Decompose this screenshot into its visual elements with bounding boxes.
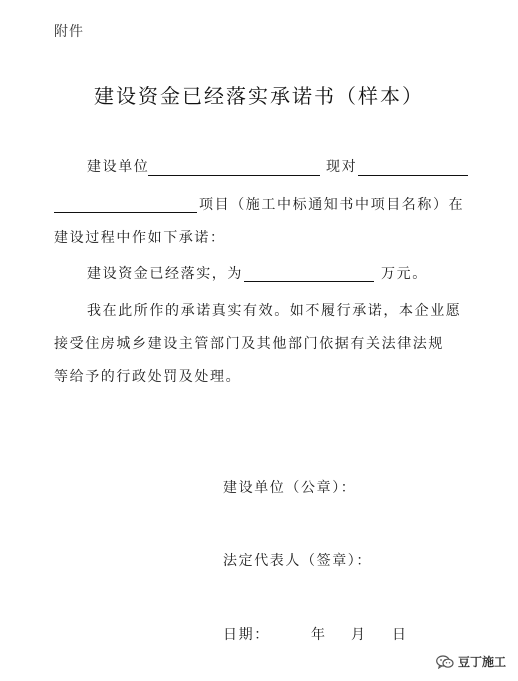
attachment-label: 附件 (54, 24, 84, 40)
funds-prefix: 建设资金已经落实，为 (87, 266, 243, 282)
funds-amount-blank (244, 281, 374, 282)
month-label: 月 (351, 627, 367, 643)
project-name-blank (54, 212, 197, 213)
now-blank (358, 175, 468, 176)
project-label: 项目（施工中标通知书中项目名称）在 (199, 197, 465, 213)
commitment-paragraph-line-2: 接受住房城乡建设主管部门及其他部门依据有关法律法规 (54, 336, 444, 352)
unit-seal-label: 建设单位（公章）： (223, 480, 357, 496)
watermark (436, 653, 506, 670)
commitment-paragraph-line-3: 等给予的行政处罚及处理。 (54, 369, 242, 385)
date-label: 日期： (223, 627, 270, 643)
now-label: 现对 (326, 159, 358, 175)
unit-blank (148, 175, 320, 176)
year-label: 年 (311, 627, 327, 643)
unit-label: 建设单位 (87, 159, 150, 175)
wechat-icon (436, 655, 454, 669)
day-label: 日 (392, 627, 408, 643)
legal-representative-label: 法定代表人（签章）： (223, 553, 372, 569)
document-title: 建设资金已经落实承诺书（样本） (94, 84, 424, 108)
commitment-paragraph-line-1: 我在此所作的承诺真实有效。如不履行承诺，本企业愿 (87, 303, 462, 319)
funds-suffix: 万元。 (381, 266, 428, 282)
promise-intro: 建设过程中作如下承诺： (54, 230, 226, 246)
watermark-text: 豆丁施工 (457, 655, 506, 669)
